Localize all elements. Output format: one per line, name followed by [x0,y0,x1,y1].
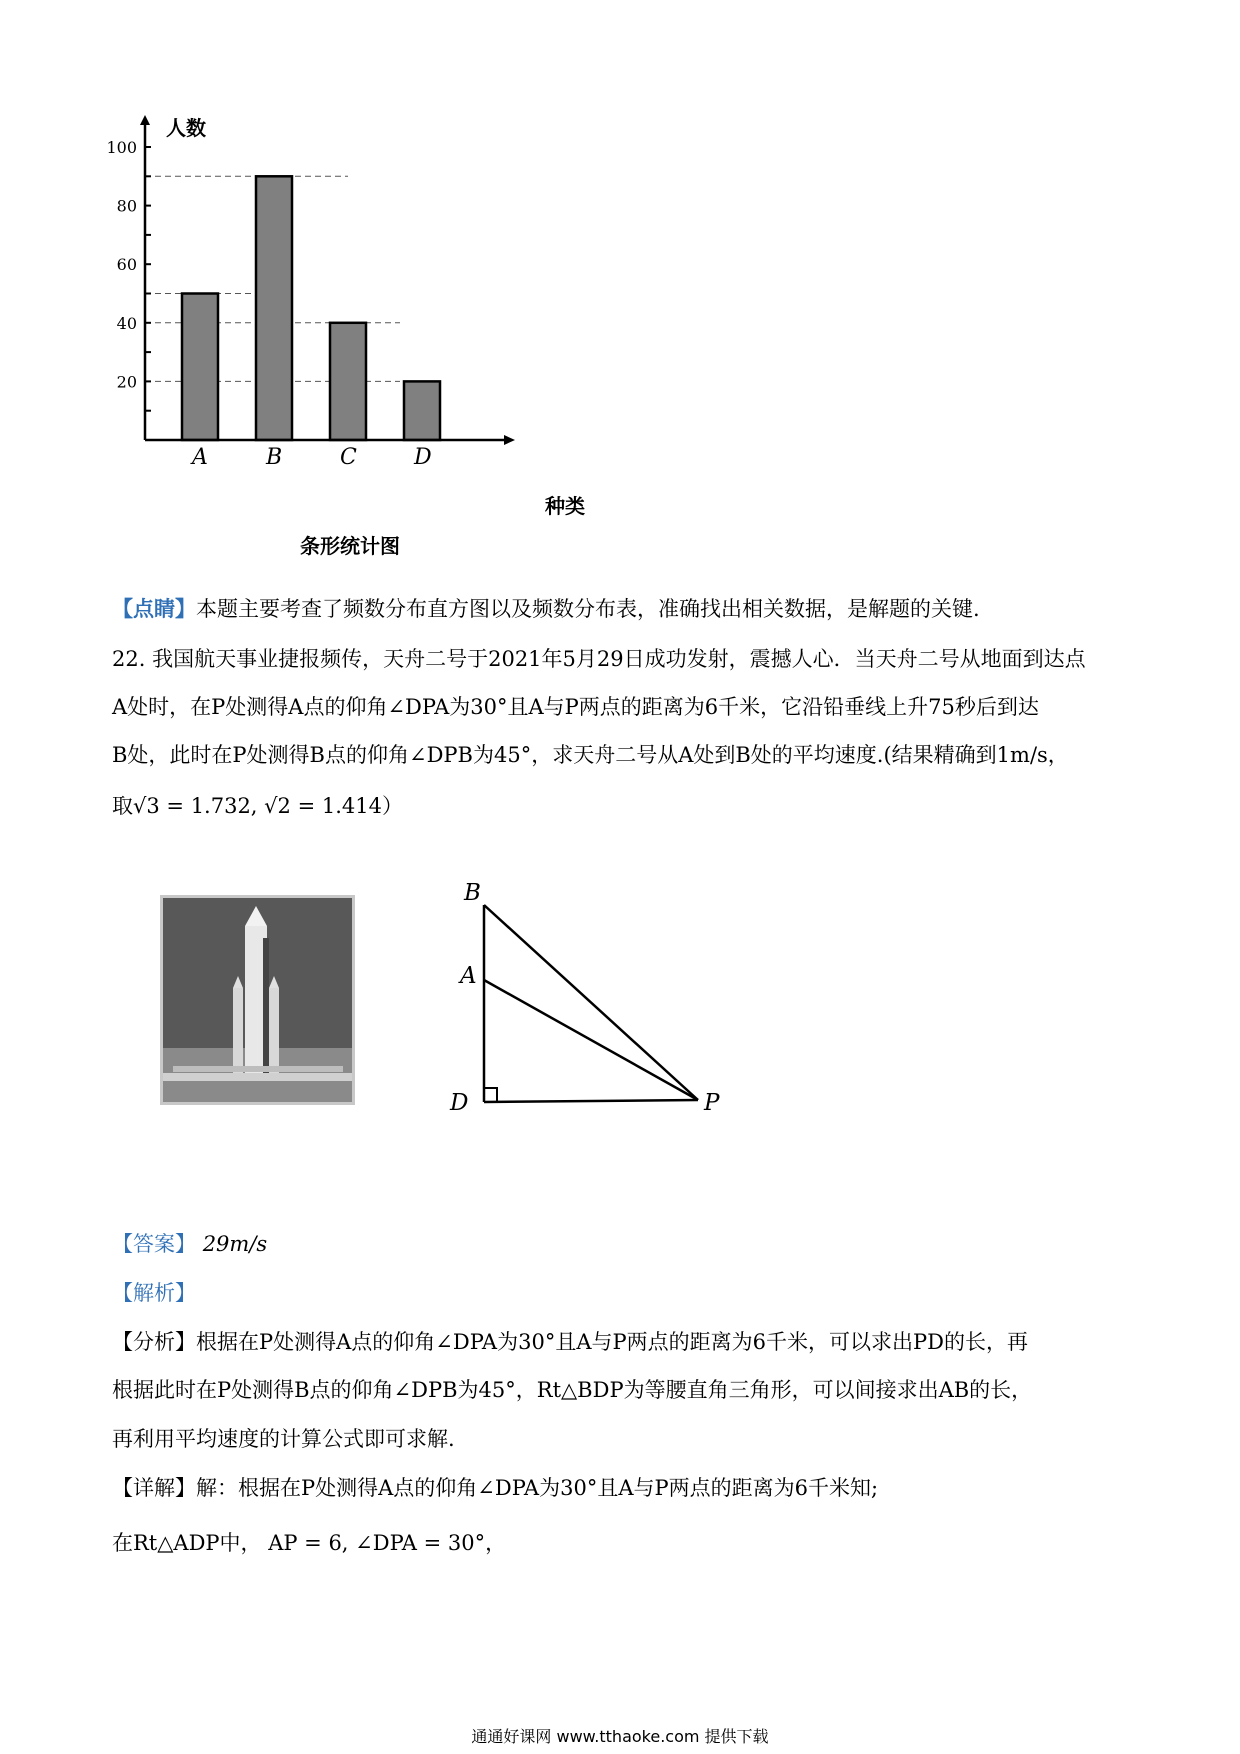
problem-line-1 [112,643,1086,673]
analysis-line-2 [112,1374,1032,1404]
comment-text: 本题主要考查了频数分布直方图以及频数分布表，准确找出相关数据，是解题的关键. [196,597,980,621]
detail-line-2 [112,1527,506,1557]
line-bp [484,905,698,1100]
bar-A [182,294,218,441]
chart-bars [182,176,440,440]
line-ap [484,980,698,1100]
detail-tag: 【详解】 [112,1476,196,1500]
x-tick-label: D [414,445,432,470]
y-tick-label: 100 [106,138,137,157]
problem-line-4 [112,790,403,820]
footer: 通通好课网 www.tthaoke.com 提供下载 [471,1727,769,1746]
line-dp [484,1100,698,1102]
label-b: B [464,880,481,906]
problem-text-3: B处，此时在P处测得B点的仰角∠DPB为45°，求天舟二号从A处到B处的平均速度.(结果精确到1m/s， [112,743,1069,767]
geometry-figure [440,880,740,1120]
right-angle-mark [484,1088,497,1102]
problem-number: 22. [112,647,146,671]
problem-text-1: 我国航天事业捷报频传，天舟二号于2021年5月29日成功发射，震撼人心．当天舟二号从地面到达点 [152,647,1086,671]
comment-tag: 【点睛】 [112,596,196,621]
x-axis-label: 种类 [545,494,585,518]
bar-B [256,176,292,440]
problem-text-2: A处时，在P处测得A点的仰角∠DPA为30°且A与P两点的距离为6千米，它沿铅垂线上升75秒后到达 [112,695,1039,719]
analysis-line-1 [112,1326,1028,1356]
y-axis-arrow [140,115,150,125]
answer-value: 29m/s [202,1232,268,1256]
bar-chart [100,100,620,570]
label-p: P [704,1090,720,1116]
answer-line [112,1228,267,1258]
chart-title: 条形统计图 [300,534,400,558]
bar-D [404,381,440,440]
rocket-photo [160,895,355,1105]
y-tick-label: 40 [116,313,137,333]
x-tick-label: C [340,445,357,470]
x-tick-label: B [266,445,283,470]
chart-x-labels [190,445,432,470]
detail-text-1: 解：根据在P处测得A点的仰角∠DPA为30°且A与P两点的距离为6千米知; [196,1476,879,1500]
answer-tag: 【答案】 [112,1232,196,1256]
problem-line-2 [112,691,1039,721]
analysis-tag: 【解析】 [112,1281,196,1305]
analysis-subtag: 【分析】 [112,1330,196,1354]
detail-text-2: 在Rt△ADP中， AP = 6, ∠DPA = 30°， [112,1531,507,1555]
y-tick-label: 60 [116,255,137,275]
x-axis-arrow [504,435,515,445]
y-axis-label: 人数 [166,116,206,140]
label-a: A [460,963,477,989]
bar-C [330,323,366,440]
problem-text-4: 取√3 = 1.732, √2 = 1.414） [112,794,403,818]
y-tick-label: 20 [116,372,137,392]
analysis-text-1: 根据在P处测得A点的仰角∠DPA为30°且A与P两点的距离为6千米，可以求出PD的长，再 [196,1330,1028,1354]
label-d: D [450,1090,469,1116]
rocket-icon [163,898,352,1102]
analysis-text-2: 根据此时在P处测得B点的仰角∠DPB为45°，Rt△BDP为等腰直角三角形，可以间接求出AB的长， [112,1378,1033,1402]
x-tick-label: A [192,445,208,470]
y-tick-label: 80 [116,196,137,216]
analysis-header [112,1277,196,1307]
problem-line-3 [112,739,1069,769]
analysis-text-3: 再利用平均速度的计算公式即可求解. [112,1427,455,1451]
analysis-line-3 [112,1423,455,1453]
detail-line-1 [112,1472,878,1502]
comment-line [112,593,980,623]
